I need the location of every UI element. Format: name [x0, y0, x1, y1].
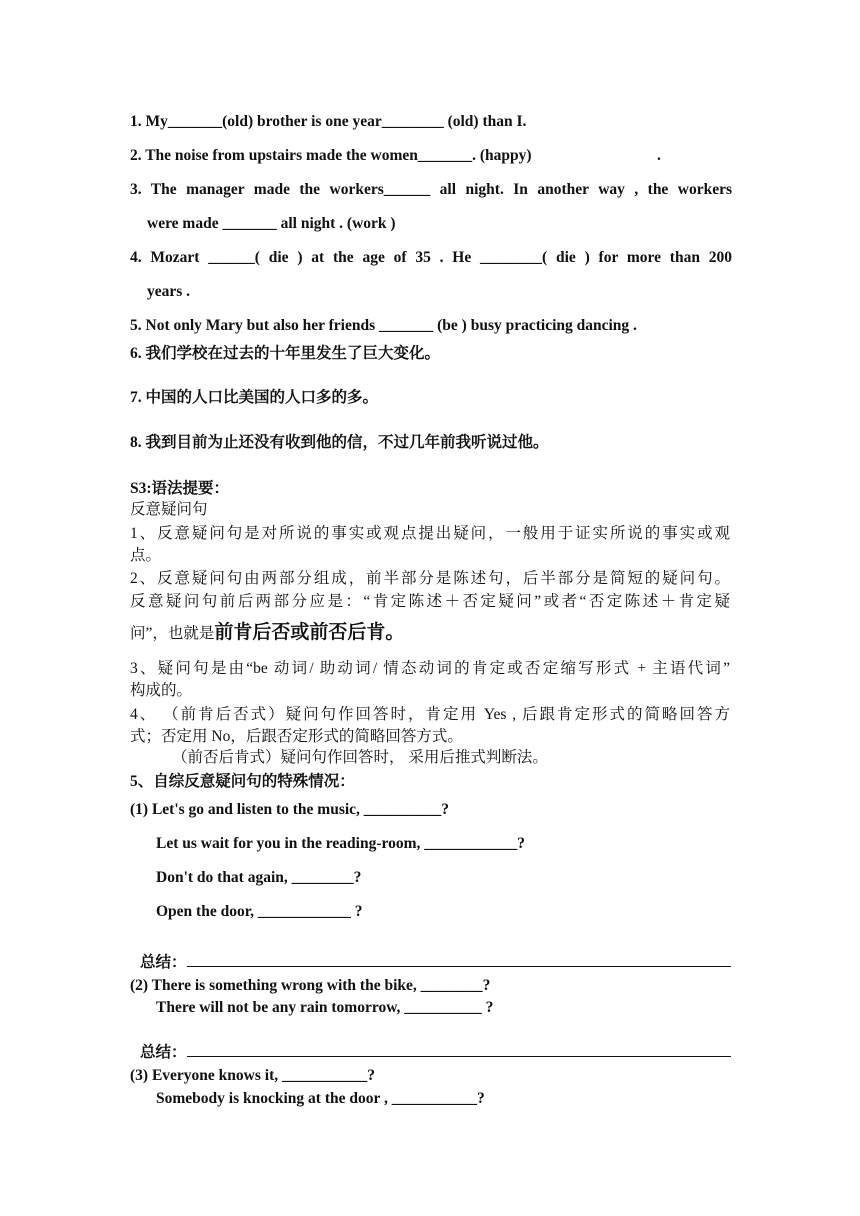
grammar-point-5: 5、自综反意疑问句的特殊情况：: [130, 773, 355, 790]
exercise-8: 8. 我到目前为止还没有收到他的信，不过几年前我听说过他。: [130, 434, 549, 451]
exercise-1: 1. My_______(old) brother is one year________ (old) than I.: [130, 113, 527, 130]
grammar-point-4-line-1: 4、 （前肯后否式）疑问句作回答时，肯定用 Yes , 后跟肯定形式的简略回答方: [130, 706, 730, 723]
case-1-line-3: Don't do that again, ________?: [156, 869, 362, 886]
grammar-heading: S3:语法提要：: [130, 480, 230, 497]
summary-2: [140, 1042, 731, 1063]
case-3-line-1: (3) Everyone knows it, ___________?: [130, 1067, 375, 1084]
case-2-line-2: There will not be any rain tomorrow, __________ ?: [156, 999, 494, 1016]
summary-1: [140, 952, 731, 973]
exercise-6: 6. 我们学校在过去的十年里发生了巨大变化。: [130, 345, 441, 362]
grammar-point-4-line-3: （前否后肯式）疑问句作回答时， 采用后推式判断法。: [172, 749, 548, 766]
case-3-line-2: Somebody is knocking at the door , ___________?: [156, 1090, 485, 1107]
exercise-2: 2. The noise from upstairs made the women_______. (happy): [130, 147, 532, 164]
grammar-point-2-prefix: 问”，也就是: [130, 625, 215, 642]
summary-2-blank: [187, 1042, 731, 1057]
exercise-7: 7. 中国的人口比美国的人口多的多。: [130, 389, 379, 406]
exercise-2-trailing-dot: .: [657, 147, 661, 164]
summary-1-blank: [187, 952, 731, 967]
case-1-line-2: Let us wait for you in the reading-room, ____________?: [156, 835, 525, 852]
exercise-4-line-1: 4. Mozart ______( die ) at the age of 35 . He ________( die ) for more than 200: [130, 249, 732, 266]
grammar-topic: 反意疑问句: [130, 501, 208, 518]
exercise-3-line-1: 3. The manager made the workers______ all night. In another way , the workers: [130, 181, 732, 198]
grammar-point-4-line-2: 式；否定用 No，后跟否定形式的简略回答方式。: [130, 728, 463, 745]
grammar-point-1-line-2: 点。: [130, 547, 162, 564]
grammar-point-1-line-1: 1、反意疑问句是对所说的事实或观点提出疑问，一般用于证实所说的事实或观: [130, 525, 730, 542]
exercise-3-line-2: were made _______ all night . (work ): [147, 215, 396, 232]
summary-1-label: 总结：: [140, 954, 187, 971]
grammar-point-2-line-1: 2、反意疑问句由两部分组成，前半部分是陈述句，后半部分是简短的疑问句。: [130, 570, 730, 587]
case-1-line-4: Open the door, ____________ ?: [156, 903, 363, 920]
grammar-point-2-line-3: [130, 623, 404, 644]
case-2-line-1: (2) There is something wrong with the bike, ________?: [130, 977, 491, 994]
exercise-4-line-2: years .: [147, 283, 191, 300]
summary-2-label: 总结：: [140, 1044, 187, 1061]
exercise-5: 5. Not only Mary but also her friends _______ (be ) busy practicing dancing .: [130, 317, 637, 334]
grammar-point-3-line-1: 3、疑问句是由“be 动词/ 助动词/ 情态动词的肯定或否定缩写形式 + 主语代词”: [130, 660, 730, 677]
grammar-point-2-line-2: 反意疑问句前后两部分应是：“肯定陈述＋否定疑问”或者“否定陈述＋肯定疑: [130, 593, 730, 610]
grammar-point-3-line-2: 构成的。: [130, 682, 193, 699]
grammar-point-2-emphasis: 前肯后否或前否后肯。: [214, 622, 405, 643]
case-1-line-1: (1) Let's go and listen to the music, __________?: [130, 801, 450, 818]
